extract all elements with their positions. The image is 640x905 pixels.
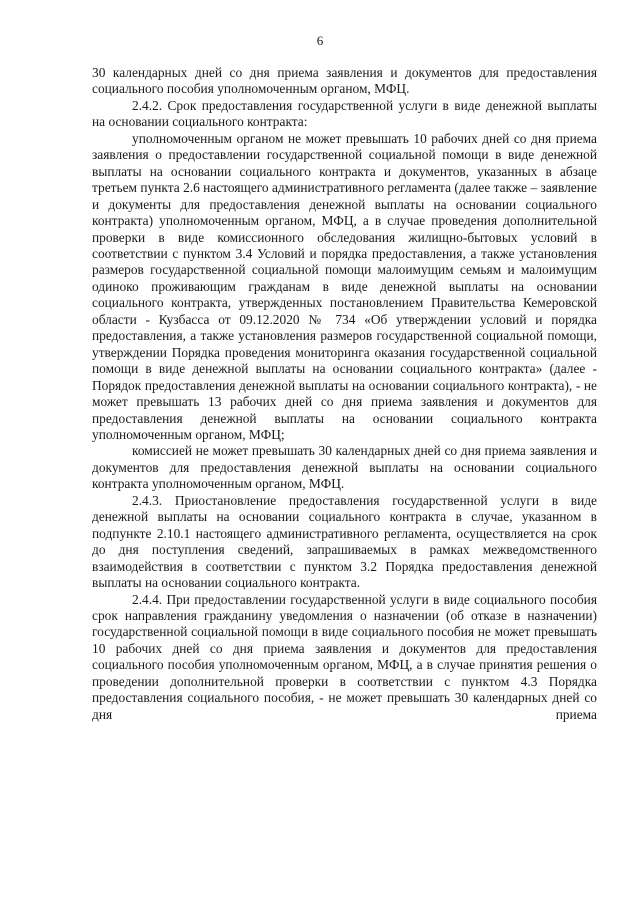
paragraph-2-4-2: 2.4.2. Срок предоставления государственной услуги в виде денежной выплаты на основании социального контракта: [92,97,597,130]
page-number: 6 [316,33,324,48]
paragraph-commission-term: комиссией не может превышать 30 календарных дней со дня приема заявления и документов для предоставления денежной выплаты на основании социального контракта уполномоченным органом, МФЦ. [92,443,597,492]
paragraph-2-4-4: 2.4.4. При предоставлении государственной услуги в виде социального пособия срок направления гражданину уведомления о назначении (об отказе в назначении) государственной социальной помощи в виде социального пособия не может превышать 10 рабочих дней со дня приема заявления и документов для предоставления социального пособия уполномоченным органом, МФЦ, а в случае принятия решения о проведении дополнительной проверки в соответствии с пунктом 4.3 Порядка предоставления социального пособия, - не может превышать 30 календарных дней со дня приема [92,591,597,722]
paragraph-2-4-3: 2.4.3. Приостановление предоставления государственной услуги в виде денежной выплаты на основании социального контракта в случае, указанном в подпункте 2.10.1 настоящего административного регламента, осуществляется на срок до дня поступления сведений, запрашиваемых в рамках межведомственного взаимодействия в соответствии с пунктом 3.2 Порядка предоставления денежной выплаты на основании социального контракта. [92,492,597,591]
paragraph-continuation-social-allowance: 30 календарных дней со дня приема заявления и документов для предоставления социального пособия уполномоченным органом, МФЦ. [92,65,597,97]
paragraph-authorized-body-term: уполномоченным органом не может превышать 10 рабочих дней со дня приема заявления о предоставлении государственной социальной помощи в виде денежной выплаты на основании социального контракта и документов, указанных в абзаце третьем пункта 2.6 настоящего административного регламента (далее также – заявление и документы для предоставления денежной выплаты на основании социального контракта) уполномоченным органом, МФЦ, а в случае проведения дополнительной проверки в виде комиссионного обследования жилищно-бытовых условий в соответствии с пунктом 3.4 Условий и порядка предоставления, а также установления размеров государственной социальной помощи малоимущим семьям и малоимущим одиноко проживающим гражданам в виде денежной выплаты на основании социального контракта, утвержденных постановлением Правительства Кемеровской области - Кузбасса от 09.12.2020 № 734 «Об утверждении условий и порядка предоставления, а также установления размеров государственной социальной помощи, утверждении Порядка проведения мониторинга оказания государственной социальной помощи в виде денежной выплаты на основании социального контракта» (далее - Порядок предоставления денежной выплаты на основании социального контракта), - не может превышать 13 рабочих дней со дня приема заявления и документов для предоставления денежной выплаты на основании социального контракта уполномоченным органом, МФЦ; [92,130,597,442]
document-body [92,65,597,723]
